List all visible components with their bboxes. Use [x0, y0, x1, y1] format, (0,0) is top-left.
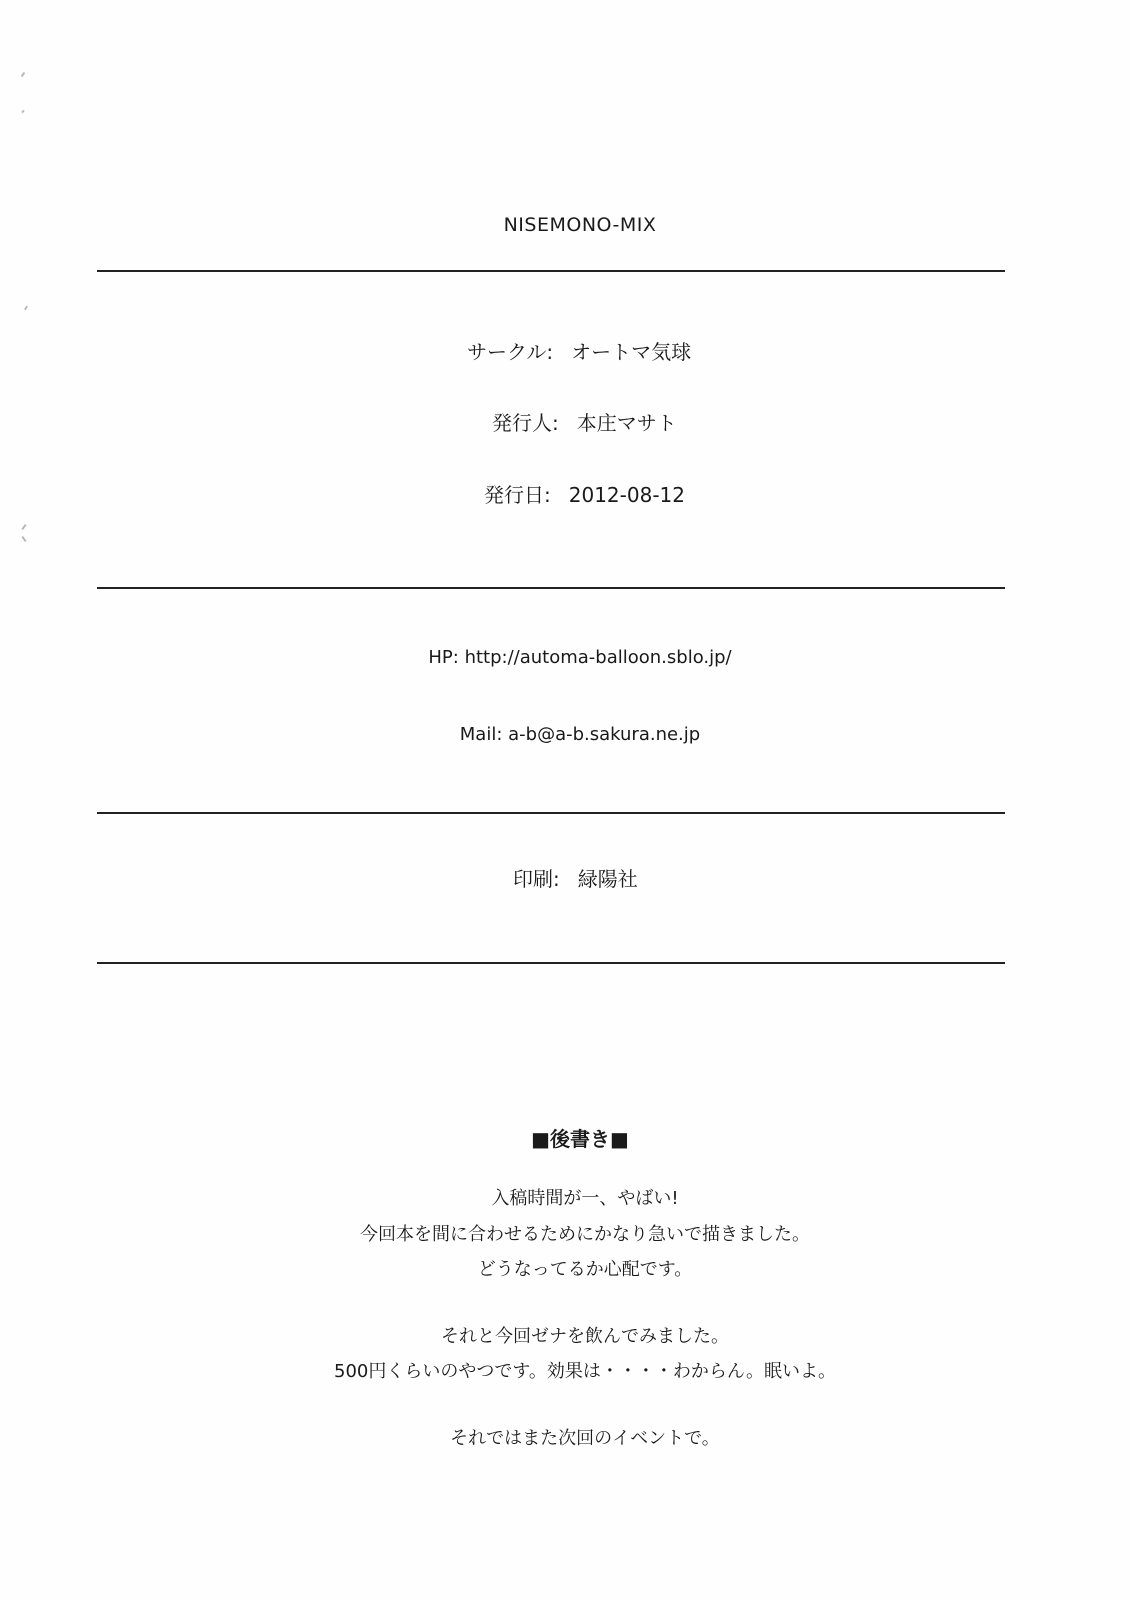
- afterword-line: それではまた次回のイベントで。: [450, 1428, 720, 1449]
- mail-address: Mail: a-b@a-b.sakura.ne.jp: [459, 724, 701, 745]
- afterword-heading: ■後書き■: [531, 1127, 629, 1151]
- publisher-value: 本庄マサト: [576, 411, 677, 435]
- circle-row: [467, 339, 691, 365]
- print-value: 緑陽社: [577, 867, 638, 891]
- scan-speck: [21, 110, 24, 114]
- scan-speck: [24, 306, 28, 310]
- afterword-line: 500円くらいのやつです。効果は・・・・わからん。眠いよ。: [334, 1361, 836, 1382]
- afterword-line: 今回本を間に合わせるためにかなり急いで描きました。: [360, 1224, 810, 1245]
- date-row: [484, 482, 685, 508]
- publisher-row: [492, 410, 677, 436]
- circle-value: オートマ気球: [571, 340, 692, 364]
- date-label: 発行日:: [484, 483, 551, 507]
- divider: [97, 587, 1005, 589]
- scan-speck: [21, 536, 26, 542]
- print-label: 印刷:: [513, 867, 560, 891]
- circle-label: サークル:: [467, 340, 554, 364]
- afterword-line: それと今回ゼナを飲んでみました。: [441, 1326, 729, 1347]
- afterword-line: 入稿時間が一、やばい!: [491, 1188, 679, 1209]
- homepage-url: HP: http://automa-balloon.sblo.jp/: [428, 647, 732, 668]
- scan-speck: [21, 524, 26, 530]
- date-value: 2012-08-12: [568, 483, 685, 507]
- divider: [97, 962, 1005, 964]
- print-row: [513, 866, 638, 892]
- publisher-label: 発行人:: [492, 411, 559, 435]
- book-title: NISEMONO-MIX: [503, 214, 657, 236]
- scan-speck: [21, 72, 26, 77]
- divider: [97, 270, 1005, 272]
- afterword-line: どうなってるか心配です。: [477, 1259, 693, 1280]
- divider: [97, 812, 1005, 814]
